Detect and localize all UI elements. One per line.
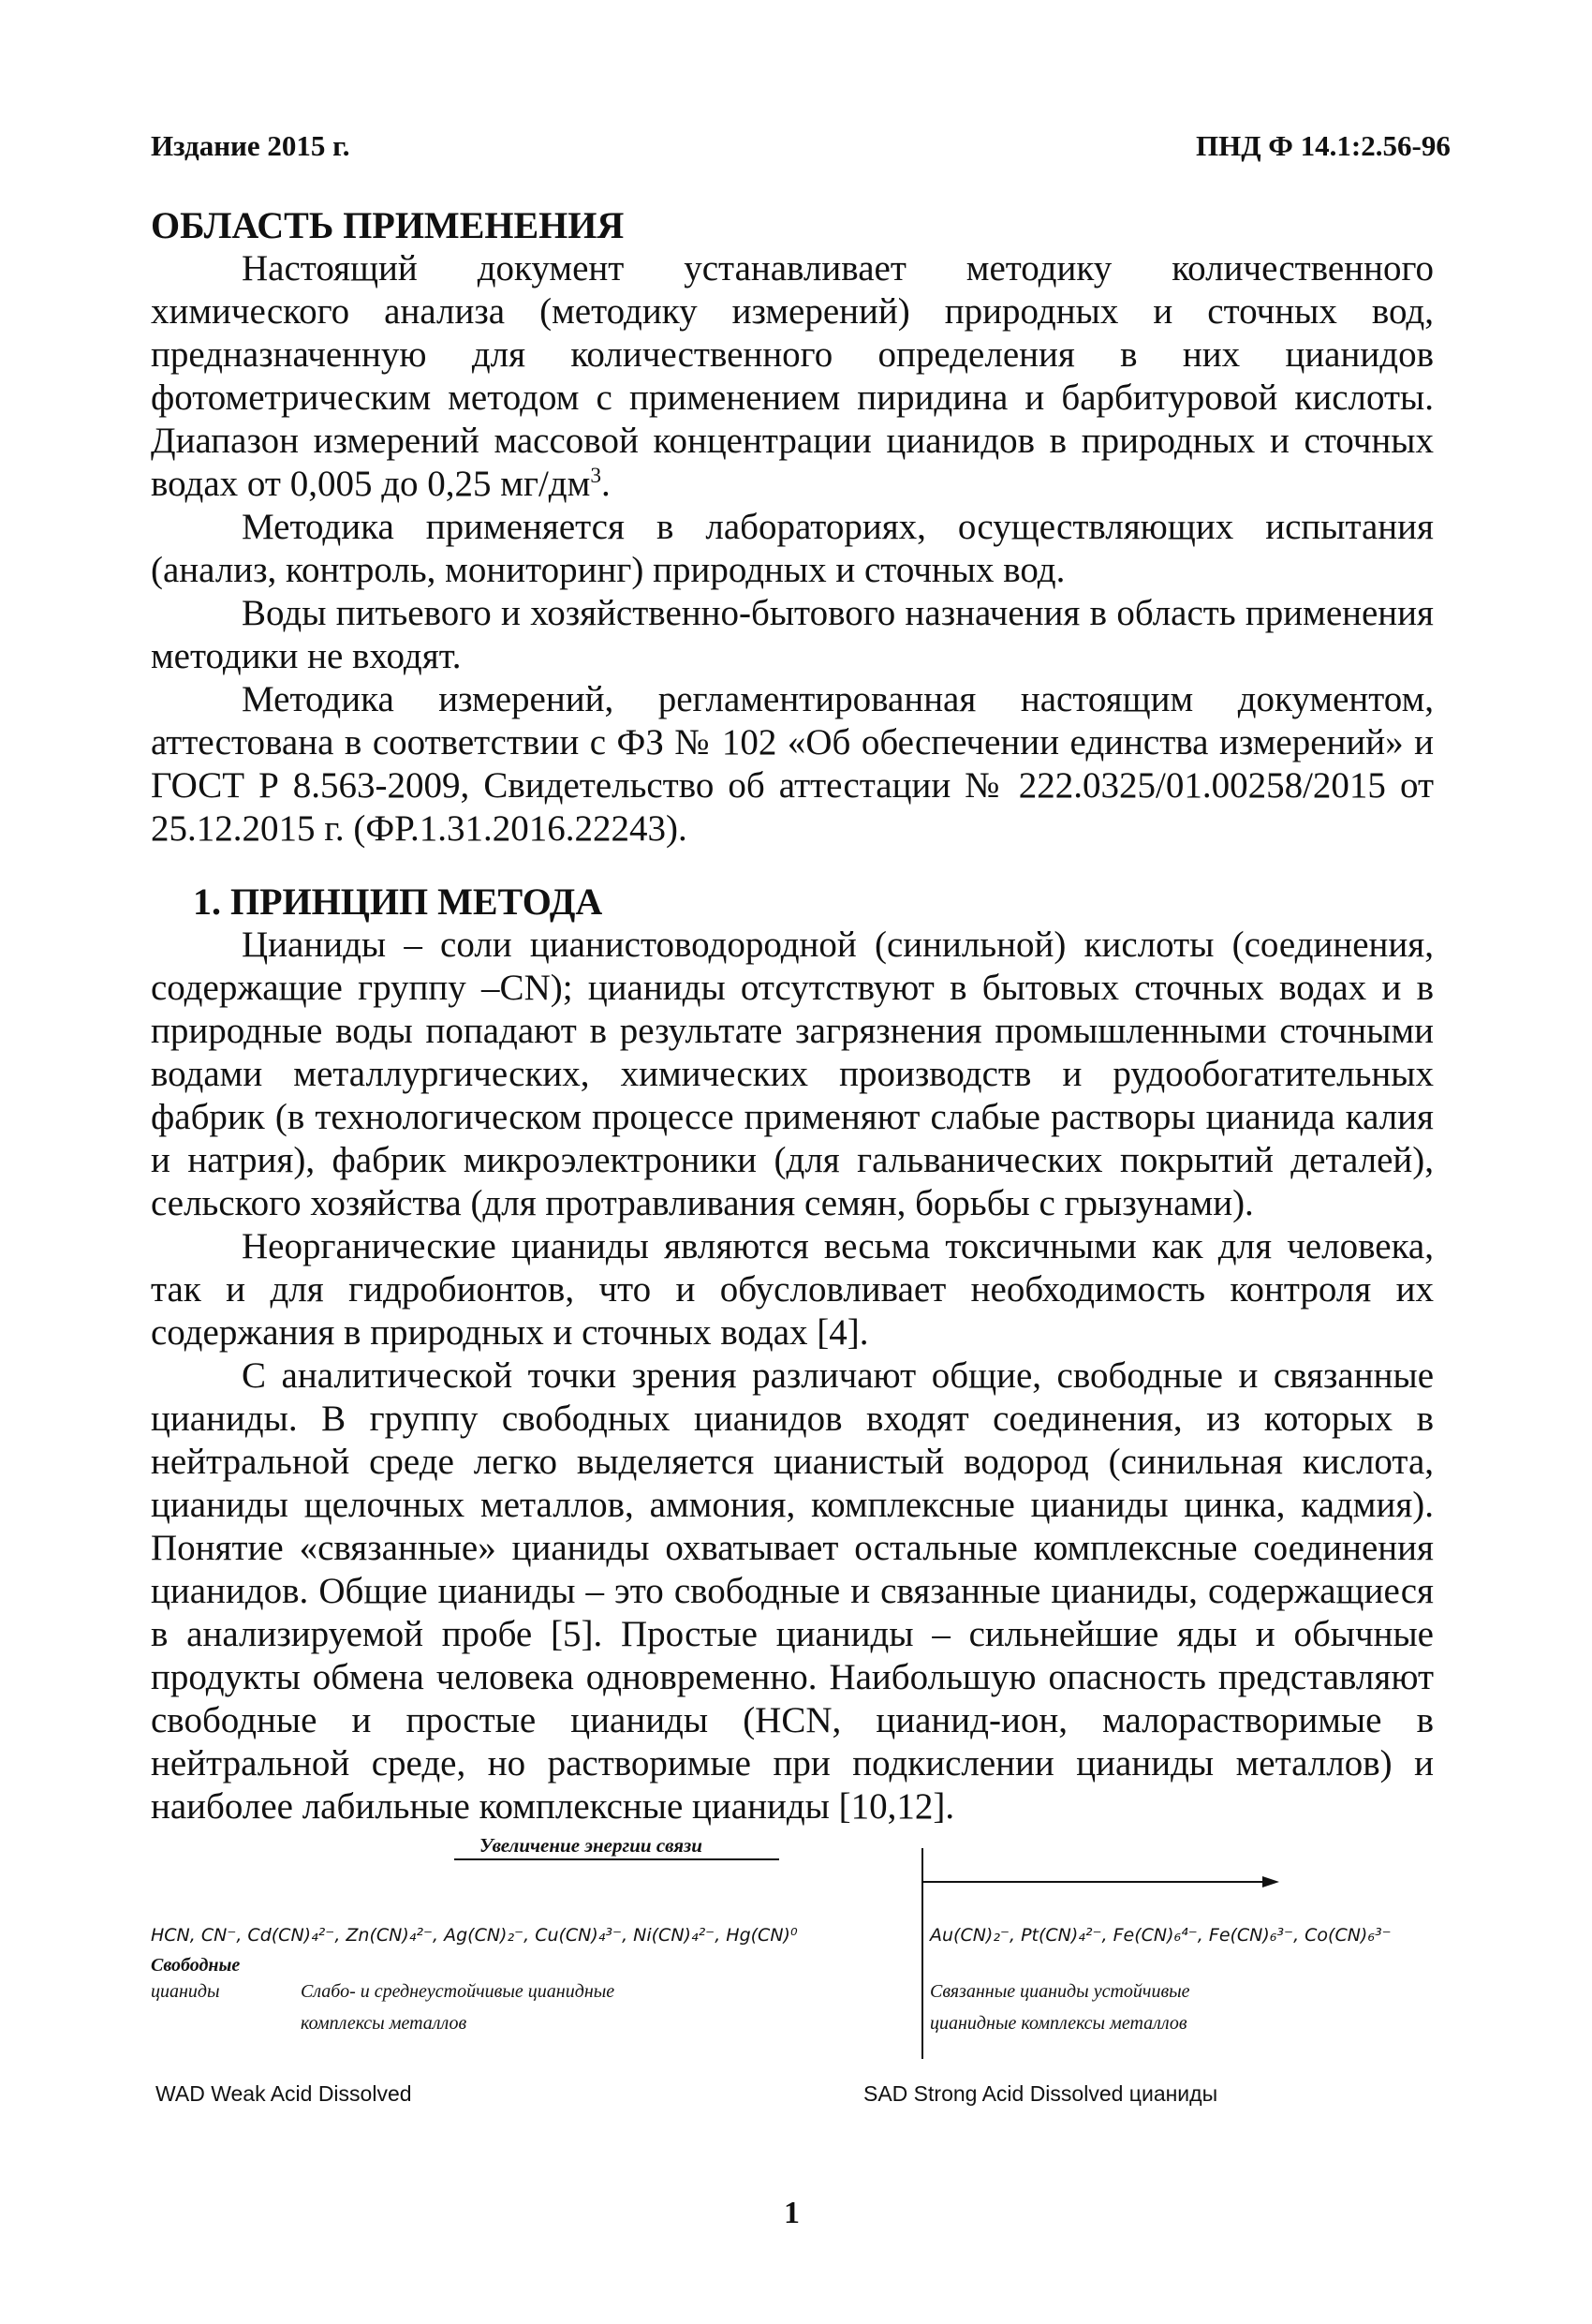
scope-paragraph-1-text: Настоящий документ устанавливает методику количественного химического анализа (методику измерений) природных и сточных вод, предназначенную для количественного определения в них цианидов фотометрическим методом с применением пиридина и барбитуровой кислоты. Диапазон измерений массовой концентрации цианидов в природных и сточных водах от 0,005 до 0,25 мг/дм [151, 248, 1434, 504]
free-label-line-2: цианиды [151, 1981, 220, 2002]
free-cyanides-formula: HCN, CN⁻, Cd(CN)₄²⁻, Zn(CN)₄²⁻, Ag(CN)₂⁻, Cu(CN)₄³⁻, Ni(CN)₄²⁻, Hg(CN)⁰ [151, 1925, 798, 1946]
edition-label: Издание 2015 г. [151, 129, 350, 162]
bound-complexes-line-2: цианидные комплексы металлов [930, 2013, 1187, 2034]
free-label-line-1: Свободные [151, 1955, 241, 1976]
wad-label: WAD Weak Acid Dissolved [155, 2081, 412, 2106]
bond-energy-label: Увеличение энергии связи [479, 1834, 702, 1857]
scope-paragraph-1-end: . [601, 464, 611, 504]
bound-cyanides-formula: Au(CN)₂⁻, Pt(CN)₄²⁻, Fe(CN)₆⁴⁻, Fe(CN)₆³⁻, Co(CN)₆³⁻ [930, 1925, 1392, 1946]
cubic-superscript: 3 [590, 464, 602, 488]
principle-paragraph-3: С аналитической точки зрения различают общие, свободные и связанные цианиды. В группу свободных цианидов входят соединения, из которых в нейтральной среде легко выделяется цианистый водород (синильная кислота, цианиды щелочных металлов, аммония, комплексные цианиды цинка, кадмия). Понятие «связанные» цианиды охватывает остальные комплексные соединения цианидов. Общие цианиды – это свободные и связанные цианиды, содержащиеся в анализируемой пробе [5]. Простые цианиды – сильнейшие яды и обычные продукты обмена человека одновременно. Наибольшую опасность представляют свободные и простые цианиды (HCN, цианид-ион, малорастворимые в нейтральной среде, но растворимые при подкислении цианиды металлов) и наиболее лабильные комплексные цианиды [10,12]. [151, 1355, 1434, 1827]
page-number: 1 [784, 2196, 800, 2230]
sad-label: SAD Strong Acid Dissolved цианиды [863, 2081, 1218, 2106]
weak-complexes-line-2: комплексы металлов [301, 2013, 467, 2034]
scope-paragraph-4: Методика измерений, регламентированная настоящим документом, аттестована в соответствии с ФЗ № 102 «Об обеспечении единства измерений» и ГОСТ Р 8.563-2009, Свидетельство об аттестации № 222.0325/01.00258/2015 от 25.12.2015 г. (ФР.1.31.2016.22243). [151, 679, 1434, 849]
principle-paragraph-2: Неорганические цианиды являются весьма токсичными как для человека, так и для гидробионтов, что и обусловливает необходимость контроля их содержания в природных и сточных водах [4]. [151, 1226, 1434, 1353]
weak-complexes-line-1: Слабо- и среднеустойчивые цианидные [301, 1981, 615, 2002]
bound-complexes-line-1: Связанные цианиды устойчивые [930, 1981, 1190, 2002]
scope-title: ОБЛАСТЬ ПРИМЕНЕНИЯ [151, 204, 625, 246]
principle-paragraph-1: Цианиды – соли цианистоводородной (синильной) кислоты (соединения, содержащие группу –CN); цианиды отсутствуют в бытовых сточных водах и в природные воды попадают в результате загрязнения промышленными сточными водами металлургических, химических производств и рудообогатительных фабрик (в технологическом процессе применяют слабые растворы цианида калия и натрия), фабрик микроэлектроники (для гальванических покрытий деталей), сельского хозяйства (для протравливания семян, борьбы с грызунами). [151, 925, 1434, 1223]
scope-paragraph-2: Методика применяется в лабораториях, осуществляющих испытания (анализ, контроль, мониторинг) природных и сточных вод. [151, 507, 1434, 590]
principle-title: 1. ПРИНЦИП МЕТОДА [193, 881, 603, 923]
document-code: ПНД Ф 14.1:2.56-96 [1196, 129, 1451, 162]
arrowhead-icon [1262, 1876, 1279, 1887]
scope-paragraph-3: Воды питьевого и хозяйственно-бытового назначения в область применения методики не входят. [151, 593, 1434, 676]
